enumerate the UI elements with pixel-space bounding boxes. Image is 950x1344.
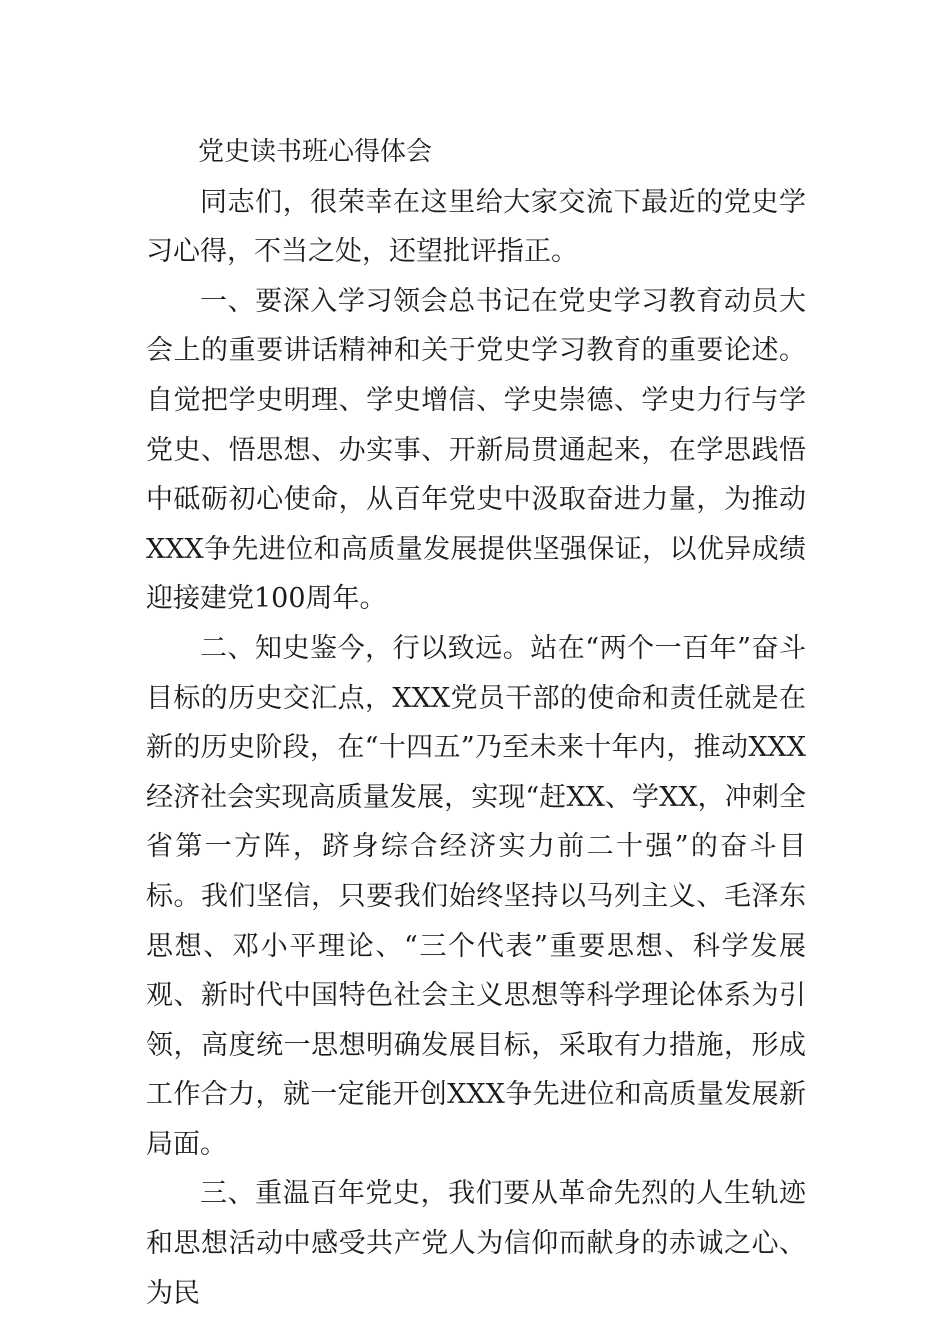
paragraph-intro: 同志们，很荣幸在这里给大家交流下最近的党史学习心得，不当之处，还望批评指正。 [146, 186, 806, 268]
paragraph-section-1: 一、要深入学习领会总书记在党史学习教育动员大会上的重要讲话精神和关于党史学习教育的重要论述。自觉把学史明理、学史增信、学史崇德、学史力行与学党史、悟思想、办实事、开新局贯通起来，在学思践悟中砥砺初心使命，从百年党史中汲取奋进力量，为推动XXX争先进位和高质量发展提供坚强保证，以优异成绩迎接建党100周年。 [146, 285, 806, 615]
document-title: 党史读书班心得体会 [198, 137, 433, 167]
paragraph-section-3: 三、重温百年党史，我们要从革命先烈的人生轨迹和思想活动中感受共产党人为信仰而献身的赤诚之心、为民 [146, 1178, 806, 1309]
paragraph-section-2: 二、知史鉴今，行以致远。站在“两个一百年”奋斗目标的历史交汇点，XXX党员干部的使命和责任就是在新的历史阶段，在“十四五”乃至未来十年内，推动XXX经济社会实现高质量发展，实现“赶XX、学XX，冲刺全省第一方阵，跻身综合经济实力前二十强”的奋斗目标。我们坚信，只要我们始终坚持以马列主义、毛泽东思想、邓小平理论、“三个代表”重要思想、科学发展观、新时代中国特色社会主义思想等科学理论体系为引领，高度统一思想明确发展目标，采取有力措施，形成工作合力，就一定能开创XXX争先进位和高质量发展新局面。 [146, 632, 806, 1160]
document-body [146, 128, 806, 1318]
